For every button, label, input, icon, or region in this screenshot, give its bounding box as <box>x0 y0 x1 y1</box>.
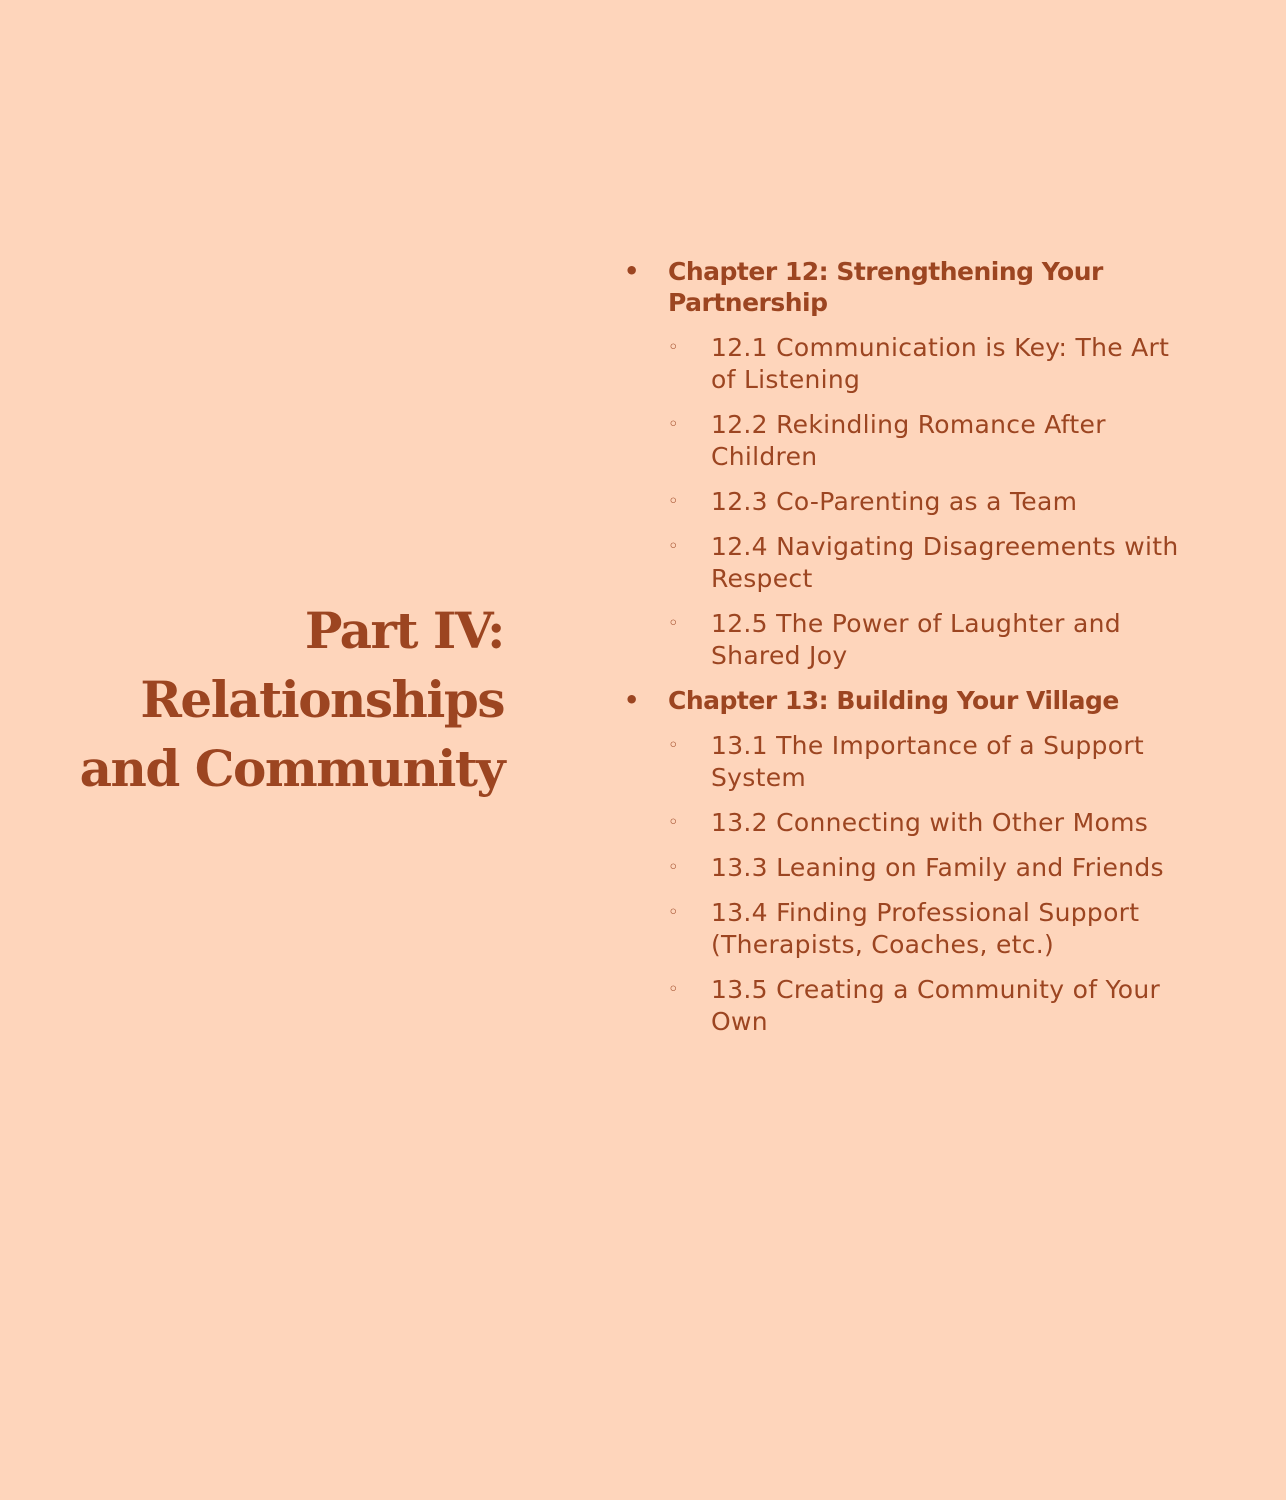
section-title: 12.4 Navigating Disagreements with Respect <box>711 532 1179 593</box>
section-title: 13.5 Creating a Community of Your Own <box>711 975 1161 1036</box>
section-title: 13.1 The Importance of a Support System <box>711 731 1145 792</box>
section-title: 13.3 Leaning on Family and Friends <box>711 853 1164 882</box>
section-item <box>668 409 1186 473</box>
section-title: 13.2 Connecting with Other Moms <box>711 808 1149 837</box>
table-of-contents <box>612 256 1192 1051</box>
hollow-bullet-icon: ◦ <box>668 491 679 512</box>
section-list <box>668 332 1192 672</box>
section-title: 13.4 Finding Professional Support (Therapists, Coaches, etc.) <box>711 898 1140 959</box>
section-item <box>668 897 1186 961</box>
hollow-bullet-icon: ◦ <box>668 613 679 634</box>
section-item <box>668 332 1186 396</box>
section-item <box>668 531 1186 595</box>
hollow-bullet-icon: ◦ <box>668 857 679 878</box>
section-title: 12.3 Co-Parenting as a Team <box>711 487 1078 516</box>
section-list <box>668 730 1192 1038</box>
hollow-bullet-icon: ◦ <box>668 812 679 833</box>
section-title: 12.1 Communication is Key: The Art of Listening <box>711 333 1170 394</box>
hollow-bullet-icon: ◦ <box>668 414 679 435</box>
chapter-12-item <box>612 256 1192 672</box>
part-title: Part IV: Relationships and Community <box>79 601 504 798</box>
section-title: 12.2 Rekindling Romance After Children <box>711 410 1106 471</box>
section-item <box>668 852 1186 884</box>
chapter-13-item <box>612 685 1192 1038</box>
section-item <box>668 608 1186 672</box>
section-item <box>668 486 1186 518</box>
chapter-title: Chapter 13: Building Your Village <box>668 686 1119 715</box>
section-item <box>668 807 1186 839</box>
hollow-bullet-icon: ◦ <box>668 735 679 756</box>
hollow-bullet-icon: ◦ <box>668 902 679 923</box>
chapter-title: Chapter 12: Strengthening Your Partnership <box>668 257 1103 317</box>
hollow-bullet-icon: ◦ <box>668 536 679 557</box>
bullet-icon: • <box>624 257 640 285</box>
section-item <box>668 974 1186 1038</box>
section-item <box>668 730 1186 794</box>
bullet-icon: • <box>624 686 640 714</box>
hollow-bullet-icon: ◦ <box>668 337 679 358</box>
hollow-bullet-icon: ◦ <box>668 979 679 1000</box>
section-title: 12.5 The Power of Laughter and Shared Joy <box>711 609 1121 670</box>
